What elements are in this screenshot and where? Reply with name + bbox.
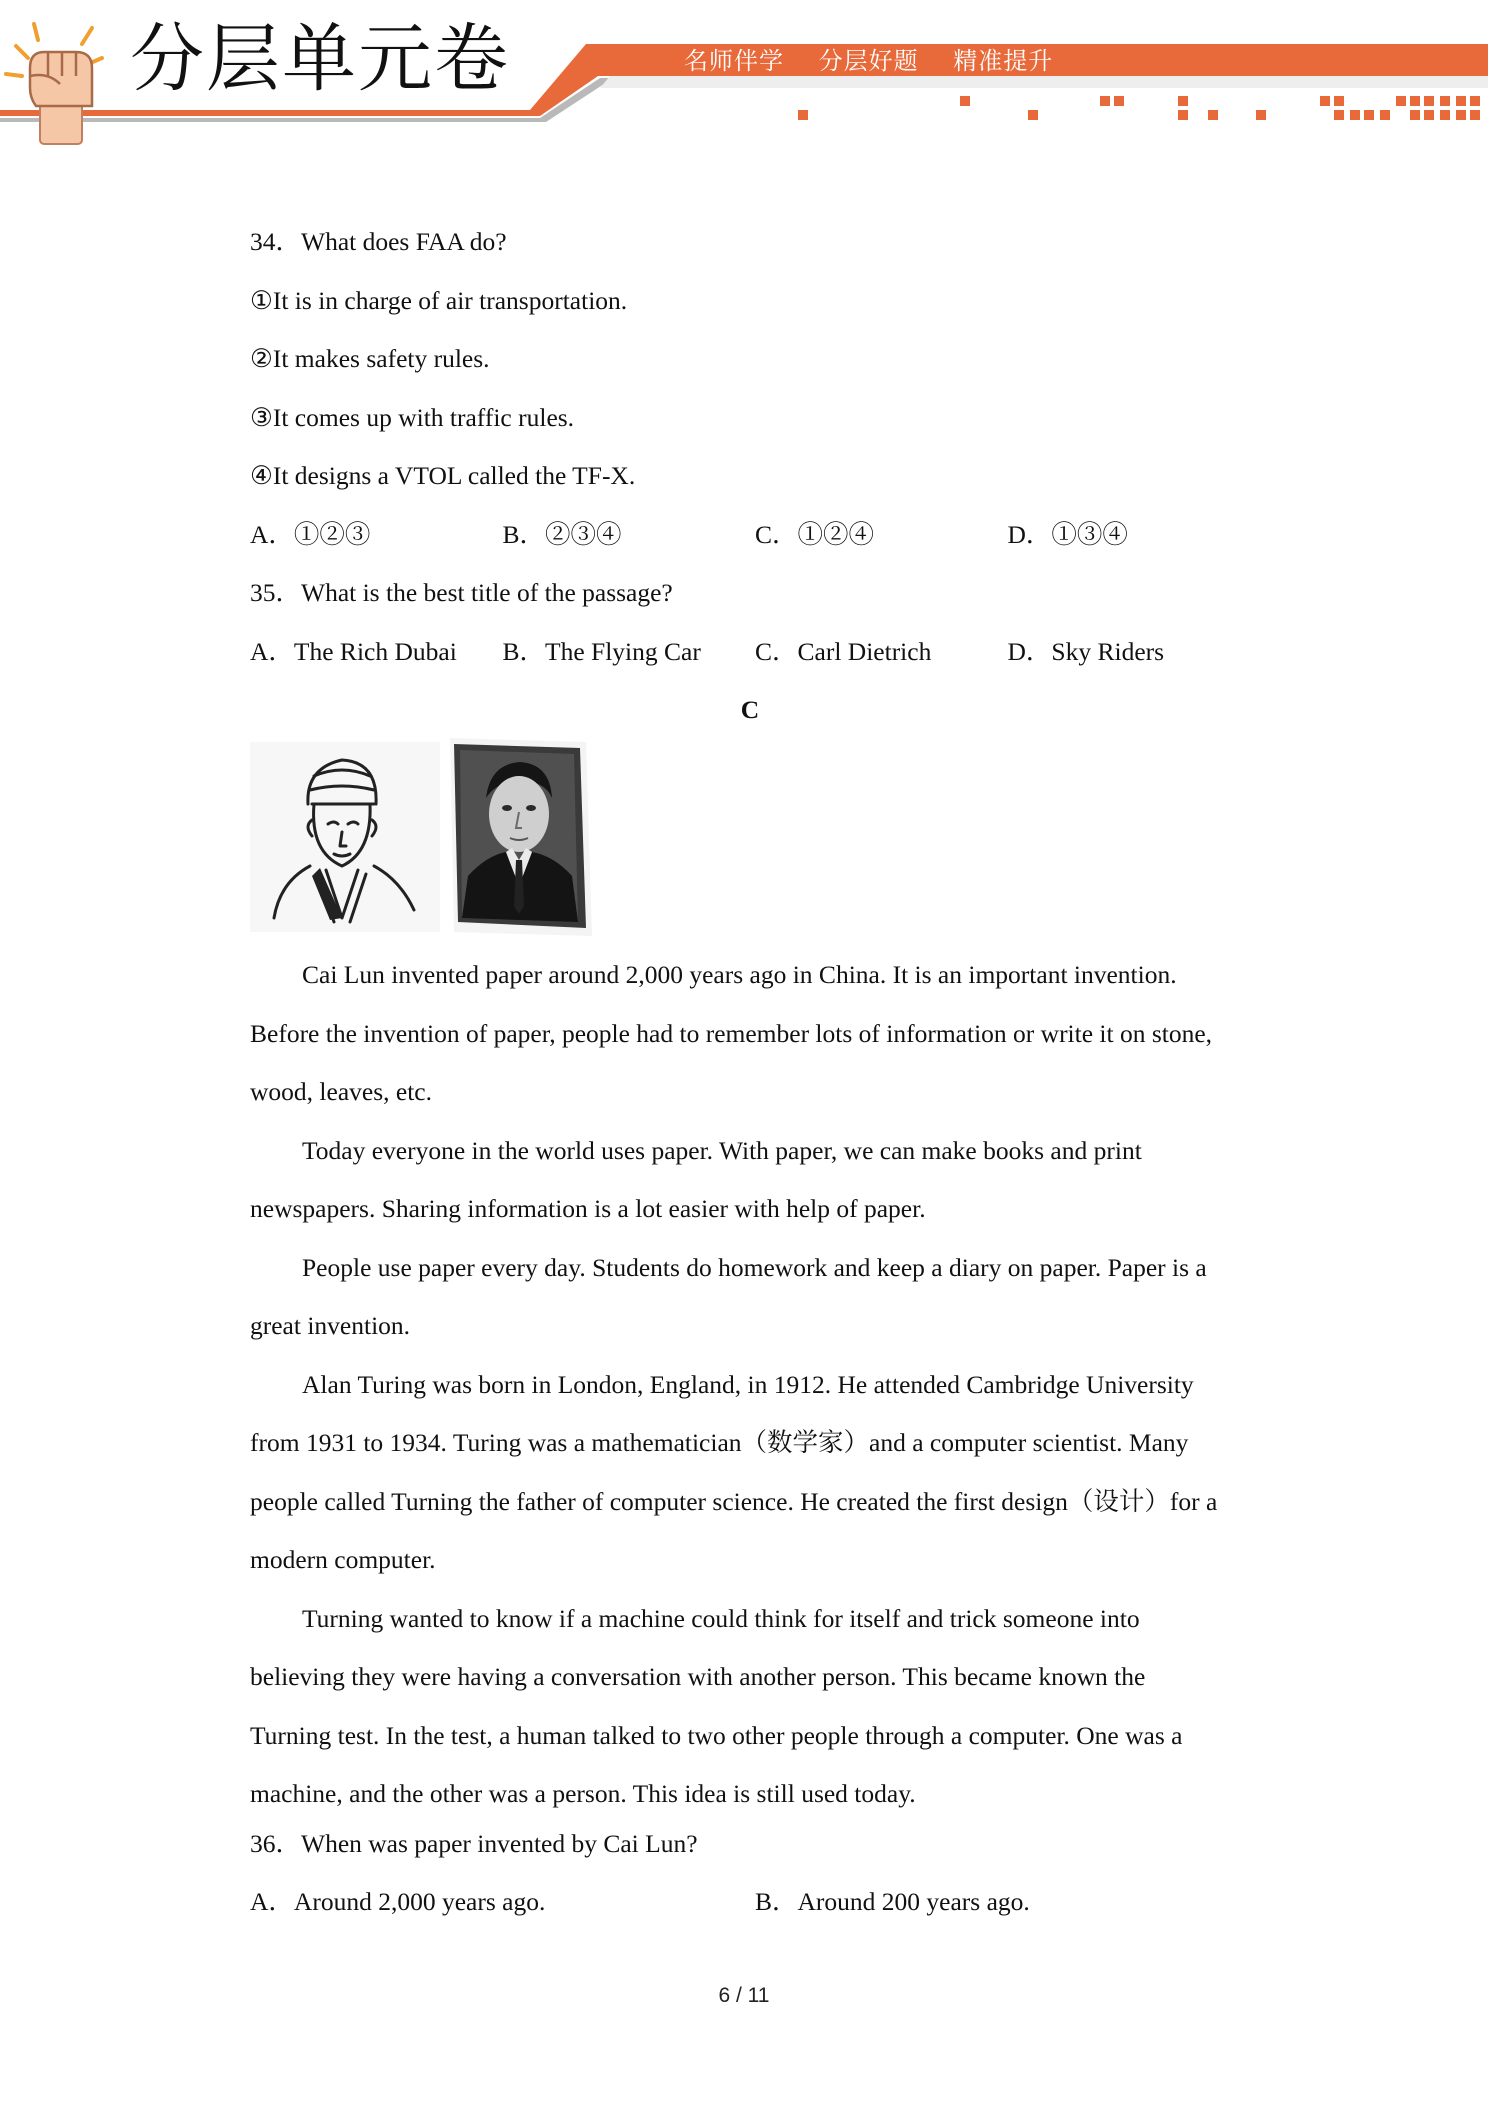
- option-a: A．The Rich Dubai: [250, 636, 457, 666]
- cai-lun-portrait: [250, 742, 440, 932]
- paragraph-line: people called Turning the father of computer science. He created the first design（设计）for a: [250, 1486, 1218, 1516]
- paragraph-5: [250, 1590, 1260, 1824]
- header-decorative-dots: [0, 0, 1488, 150]
- alan-turing-photo: [446, 736, 594, 938]
- paragraph-line: machine, and the other was a person. This idea is still used today.: [250, 1779, 916, 1808]
- option-c: C．Carl Dietrich: [755, 636, 932, 666]
- question-34-options: [250, 515, 1260, 574]
- option-d: D．①③④: [1007, 519, 1128, 549]
- paragraph-line: Turning wanted to know if a machine could think for itself and trick someone into: [302, 1603, 1140, 1633]
- section-heading: C: [740, 695, 760, 724]
- paragraph-line: believing they were having a conversation with another person. This became known the: [250, 1662, 1146, 1691]
- portraits: [250, 742, 1260, 942]
- option-c: C．①②④: [755, 519, 875, 549]
- paragraph-line: great invention.: [250, 1311, 411, 1340]
- paragraph-line: Before the invention of paper, people had to remember lots of information or write it on stone,: [250, 1018, 1213, 1048]
- page-number: 6 / 11: [718, 1984, 770, 2007]
- paragraph-line: newspapers. Sharing information is a lot easier with help of paper.: [250, 1194, 926, 1223]
- question-36-options: [250, 1882, 1260, 1941]
- page-header: [0, 0, 1488, 150]
- slogan-2: 分层好题: [818, 47, 919, 75]
- statement-3: ③It comes up with traffic rules.: [250, 402, 575, 432]
- paragraph-line: Alan Turing was born in London, England, in 1912. He attended Cambridge University: [302, 1369, 1194, 1399]
- brand-title: 分层单元卷: [130, 16, 510, 102]
- paragraph-1: [250, 946, 1260, 1122]
- question-36: 36．When was paper invented by Cai Lun?: [250, 1828, 698, 1858]
- paragraph-line: modern computer.: [250, 1545, 436, 1574]
- question-34: 34．What does FAA do?: [250, 227, 507, 256]
- statement-2: ②It makes safety rules.: [250, 344, 490, 373]
- option-b: B．Around 200 years ago.: [755, 1887, 1030, 1916]
- option-a: A．①②③: [250, 519, 371, 549]
- option-a: A．Around 2,000 years ago.: [250, 1887, 546, 1916]
- paragraph-line: wood, leaves, etc.: [250, 1077, 432, 1106]
- statement-1: ①It is in charge of air transportation.: [250, 285, 628, 315]
- paragraph-line: from 1931 to 1934. Turing was a mathematician（数学家）and a computer scientist. Many: [250, 1428, 1189, 1457]
- paragraph-2: [250, 1122, 1260, 1239]
- option-d: D．Sky Riders: [1007, 636, 1165, 666]
- slogan-1: 名师伴学: [684, 47, 784, 75]
- option-b: B．The Flying Car: [502, 636, 701, 666]
- question-35-options: [250, 632, 1260, 691]
- question-35: 35．What is the best title of the passage?: [250, 578, 673, 607]
- paragraph-4: [250, 1356, 1260, 1590]
- slogan-3: 精准提升: [953, 47, 1054, 75]
- paragraph-line: Today everyone in the world uses paper. With paper, we can make books and print: [302, 1135, 1142, 1165]
- paragraph-line: People use paper every day. Students do homework and keep a diary on paper. Paper is a: [302, 1252, 1207, 1282]
- paragraph-line: Turning test. In the test, a human talked to two other people through a computer. One was a: [250, 1720, 1183, 1750]
- document-body: [250, 222, 1260, 1941]
- option-b: B．②③④: [502, 519, 622, 549]
- paragraph-3: [250, 1239, 1260, 1356]
- paragraph-line: Cai Lun invented paper around 2,000 years ago in China. It is an important invention.: [302, 960, 1177, 989]
- statement-4: ④It designs a VTOL called the TF-X.: [250, 461, 636, 490]
